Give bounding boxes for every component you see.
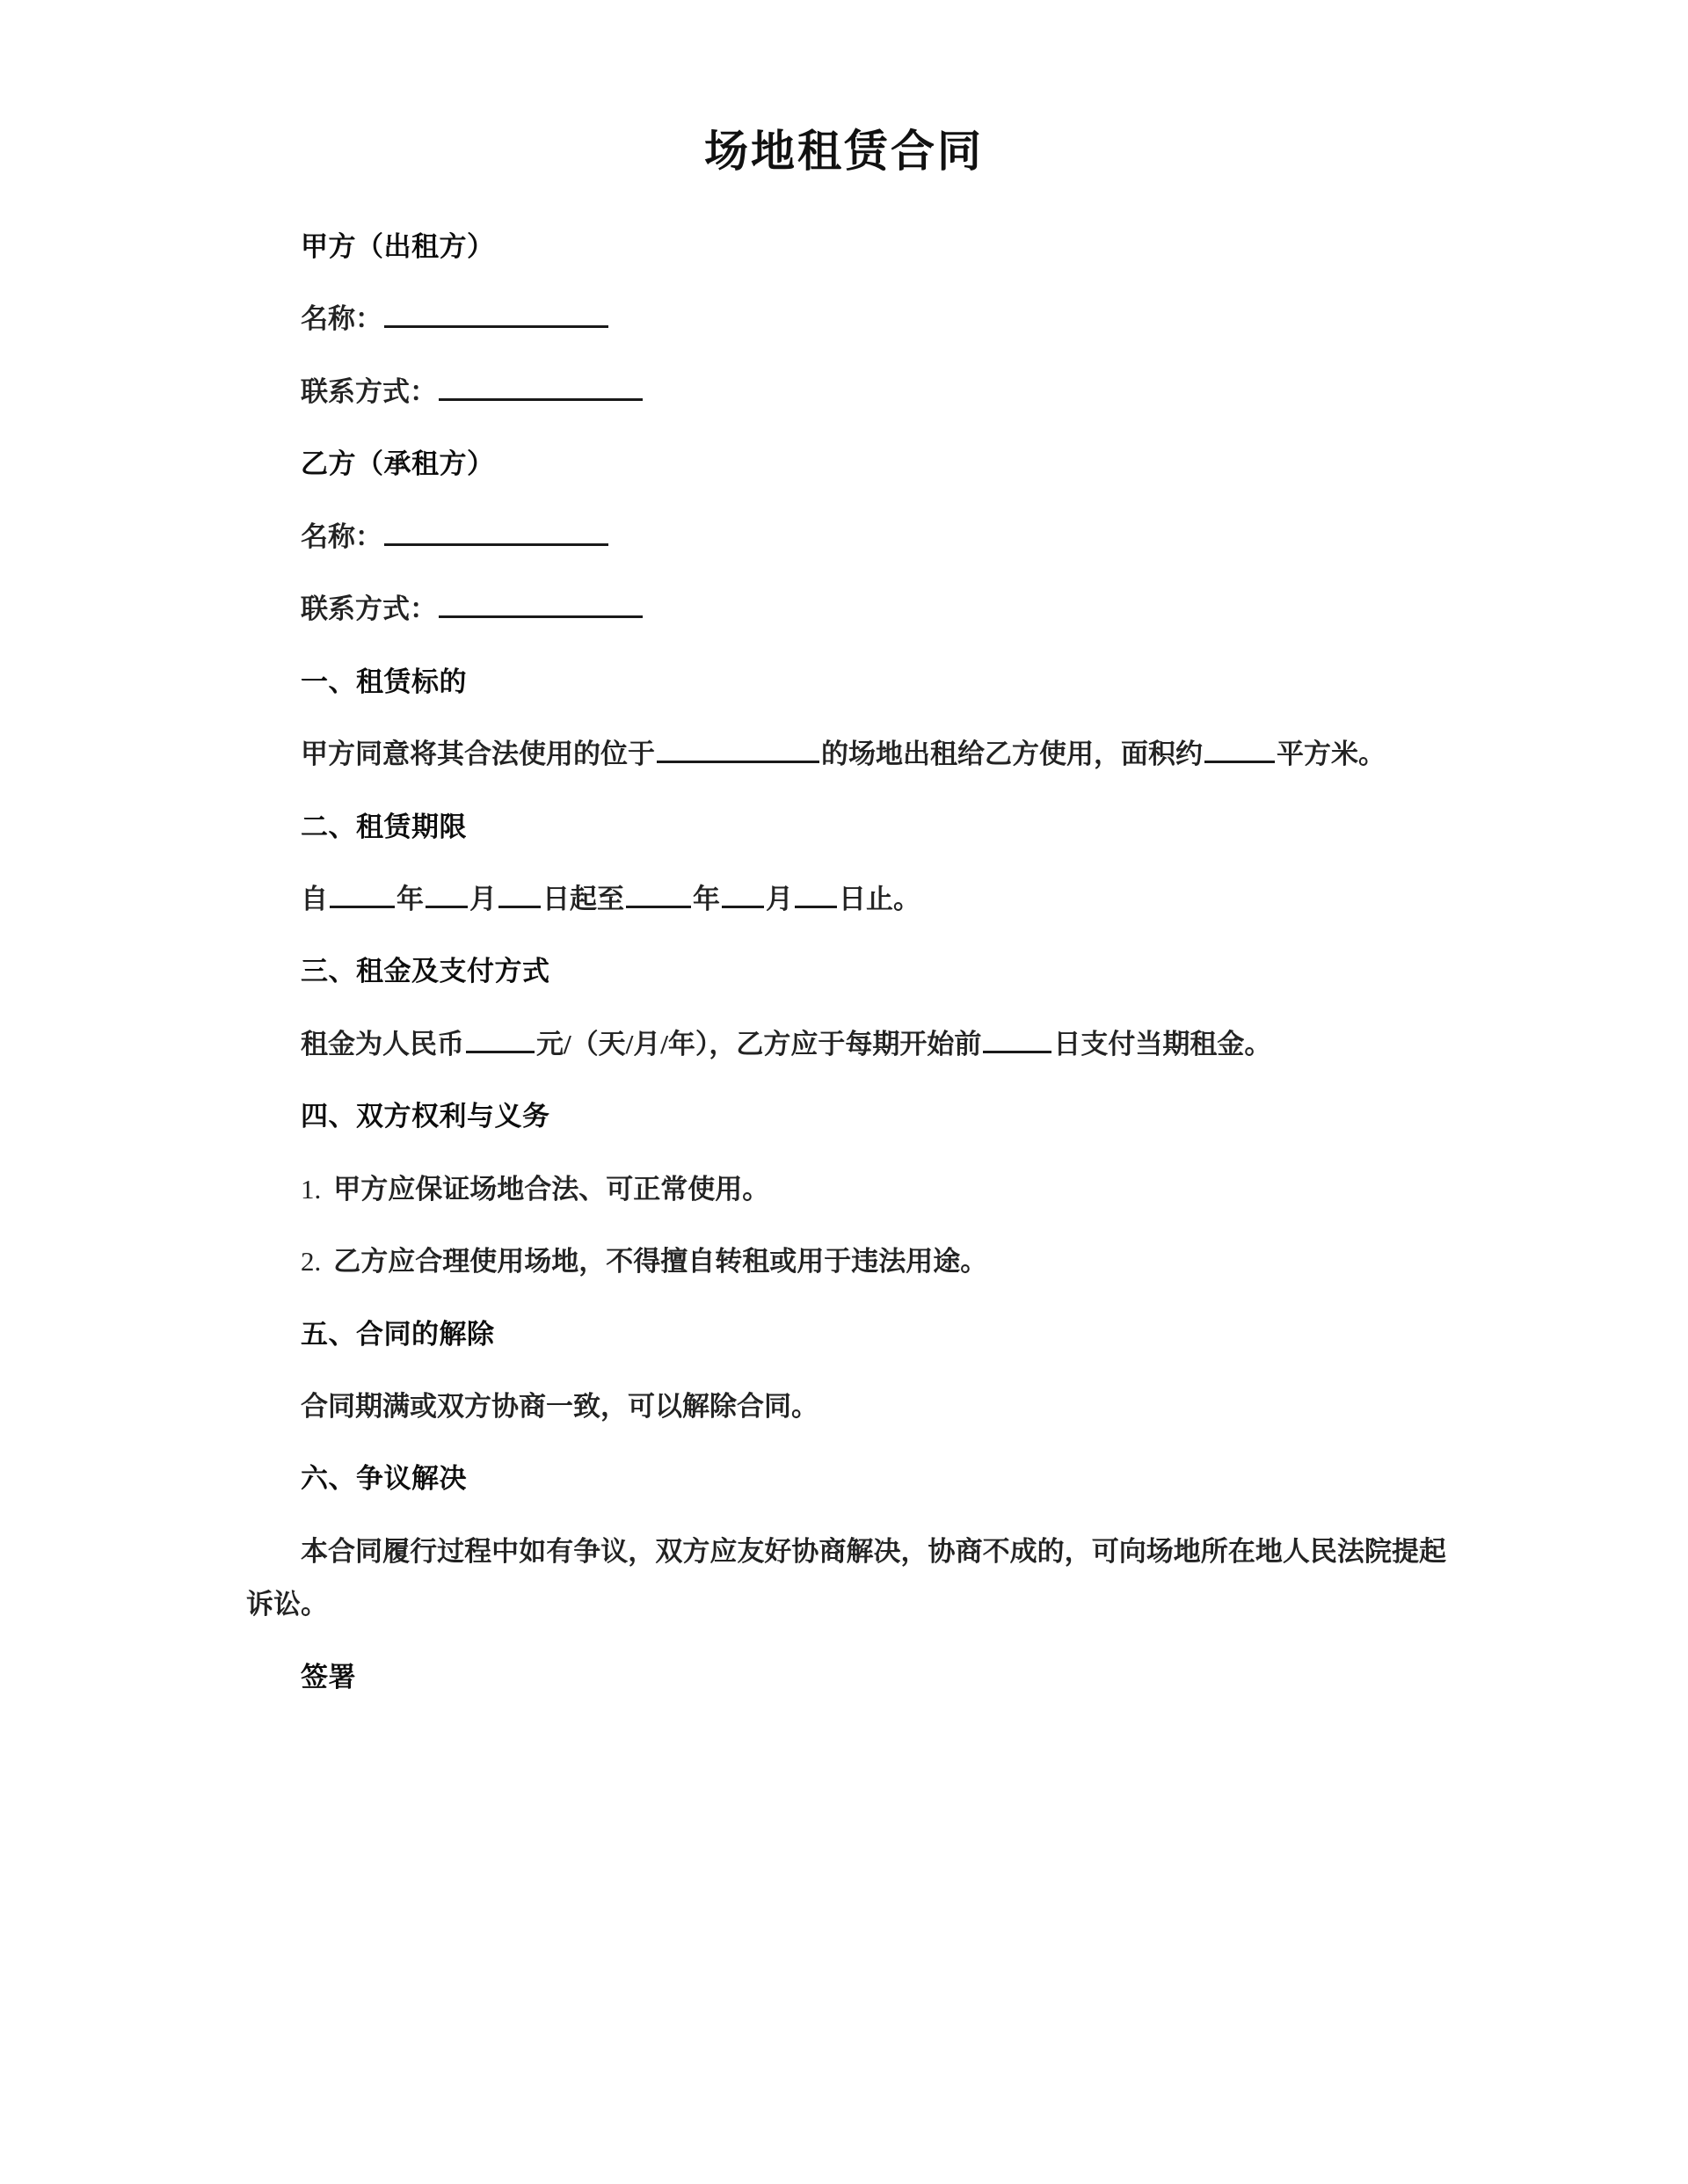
term-end-day-label: 日止。 [839,883,920,914]
party-b-name-row [246,511,1446,564]
section-rights-heading: 四、双方权利与义务 [301,1101,550,1132]
party-a-heading: 甲方（出租方） [301,231,495,262]
rent-text-after-days: 日支付当期租金。 [1053,1028,1272,1059]
term-start-month-blank[interactable] [426,878,468,908]
section-subject-heading: 一、租赁标的 [301,666,467,697]
party-a-name-label: 名称： [301,303,382,335]
section-disputes-heading: 六、争议解决 [301,1463,467,1495]
term-end-day-blank[interactable] [795,878,837,908]
subject-address-blank[interactable] [657,733,819,763]
term-end-month-label: 月 [766,883,793,914]
party-b-heading: 乙方（承租方） [301,448,495,480]
list-item-marker: 1. [301,1173,322,1205]
list-item-text: 乙方应合理使用场地，不得擅自转租或用于违法用途。 [333,1246,988,1278]
party-b-name-label: 名称： [301,521,382,552]
term-start-year-blank[interactable] [330,878,395,908]
party-a-contact-row [246,366,1446,419]
section-termination-heading: 五、合同的解除 [301,1318,495,1350]
section-rent-body [246,1018,1446,1071]
list-item-marker: 2. [301,1246,322,1278]
section-disputes-body: 本合同履行过程中如有争议，双方应友好协商解决，协商不成的，可向场地所在地人民法院提起诉讼。 [246,1535,1446,1620]
term-start-day-label: 日起至 [542,883,624,914]
term-end-year-label: 年 [693,883,720,914]
party-b-name-blank[interactable] [384,514,608,546]
section-termination-body: 合同期满或双方协商一致，可以解除合同。 [301,1391,819,1422]
subject-text-before-address: 甲方同意将其合法使用的位于 [301,739,655,770]
term-start-month-label: 月 [469,883,497,914]
rent-text-after-amount: 元/（天/月/年），乙方应于每期开始前 [536,1028,982,1059]
list-item-text: 甲方应保证场地合法、可正常使用。 [333,1173,770,1205]
document-body [246,180,1446,1704]
rent-days-blank[interactable] [983,1023,1051,1053]
party-b-contact-label: 联系方式： [301,593,437,625]
page-title: 场地租赁合同 [704,127,984,176]
term-end-year-blank[interactable] [626,878,691,908]
subject-area-blank[interactable] [1204,733,1275,763]
section-rent-heading: 三、租金及支付方式 [301,956,550,987]
term-end-month-blank[interactable] [722,878,764,908]
party-a-contact-label: 联系方式： [301,375,437,407]
rent-amount-blank[interactable] [466,1023,535,1053]
list-item [246,1235,1446,1288]
term-from-label: 自 [301,883,328,914]
signature-heading: 签署 [301,1661,356,1693]
section-subject-body [246,728,1446,781]
subject-text-after-address: 的场地出租给乙方使用，面积约 [821,739,1203,770]
party-b-contact-blank[interactable] [439,587,643,619]
party-a-name-blank[interactable] [384,297,608,329]
term-start-year-label: 年 [397,883,424,914]
party-a-contact-blank[interactable] [439,369,643,401]
subject-text-after-area: 平方米。 [1277,739,1386,770]
rights-obligations-list [246,1163,1446,1289]
list-item [246,1163,1446,1216]
party-b-contact-row [246,583,1446,636]
section-term-heading: 二、租赁期限 [301,811,467,842]
term-start-day-blank[interactable] [498,878,541,908]
section-term-body [246,873,1446,926]
rent-text-before-amount: 租金为人民币 [301,1028,464,1059]
party-a-name-row [246,293,1446,346]
